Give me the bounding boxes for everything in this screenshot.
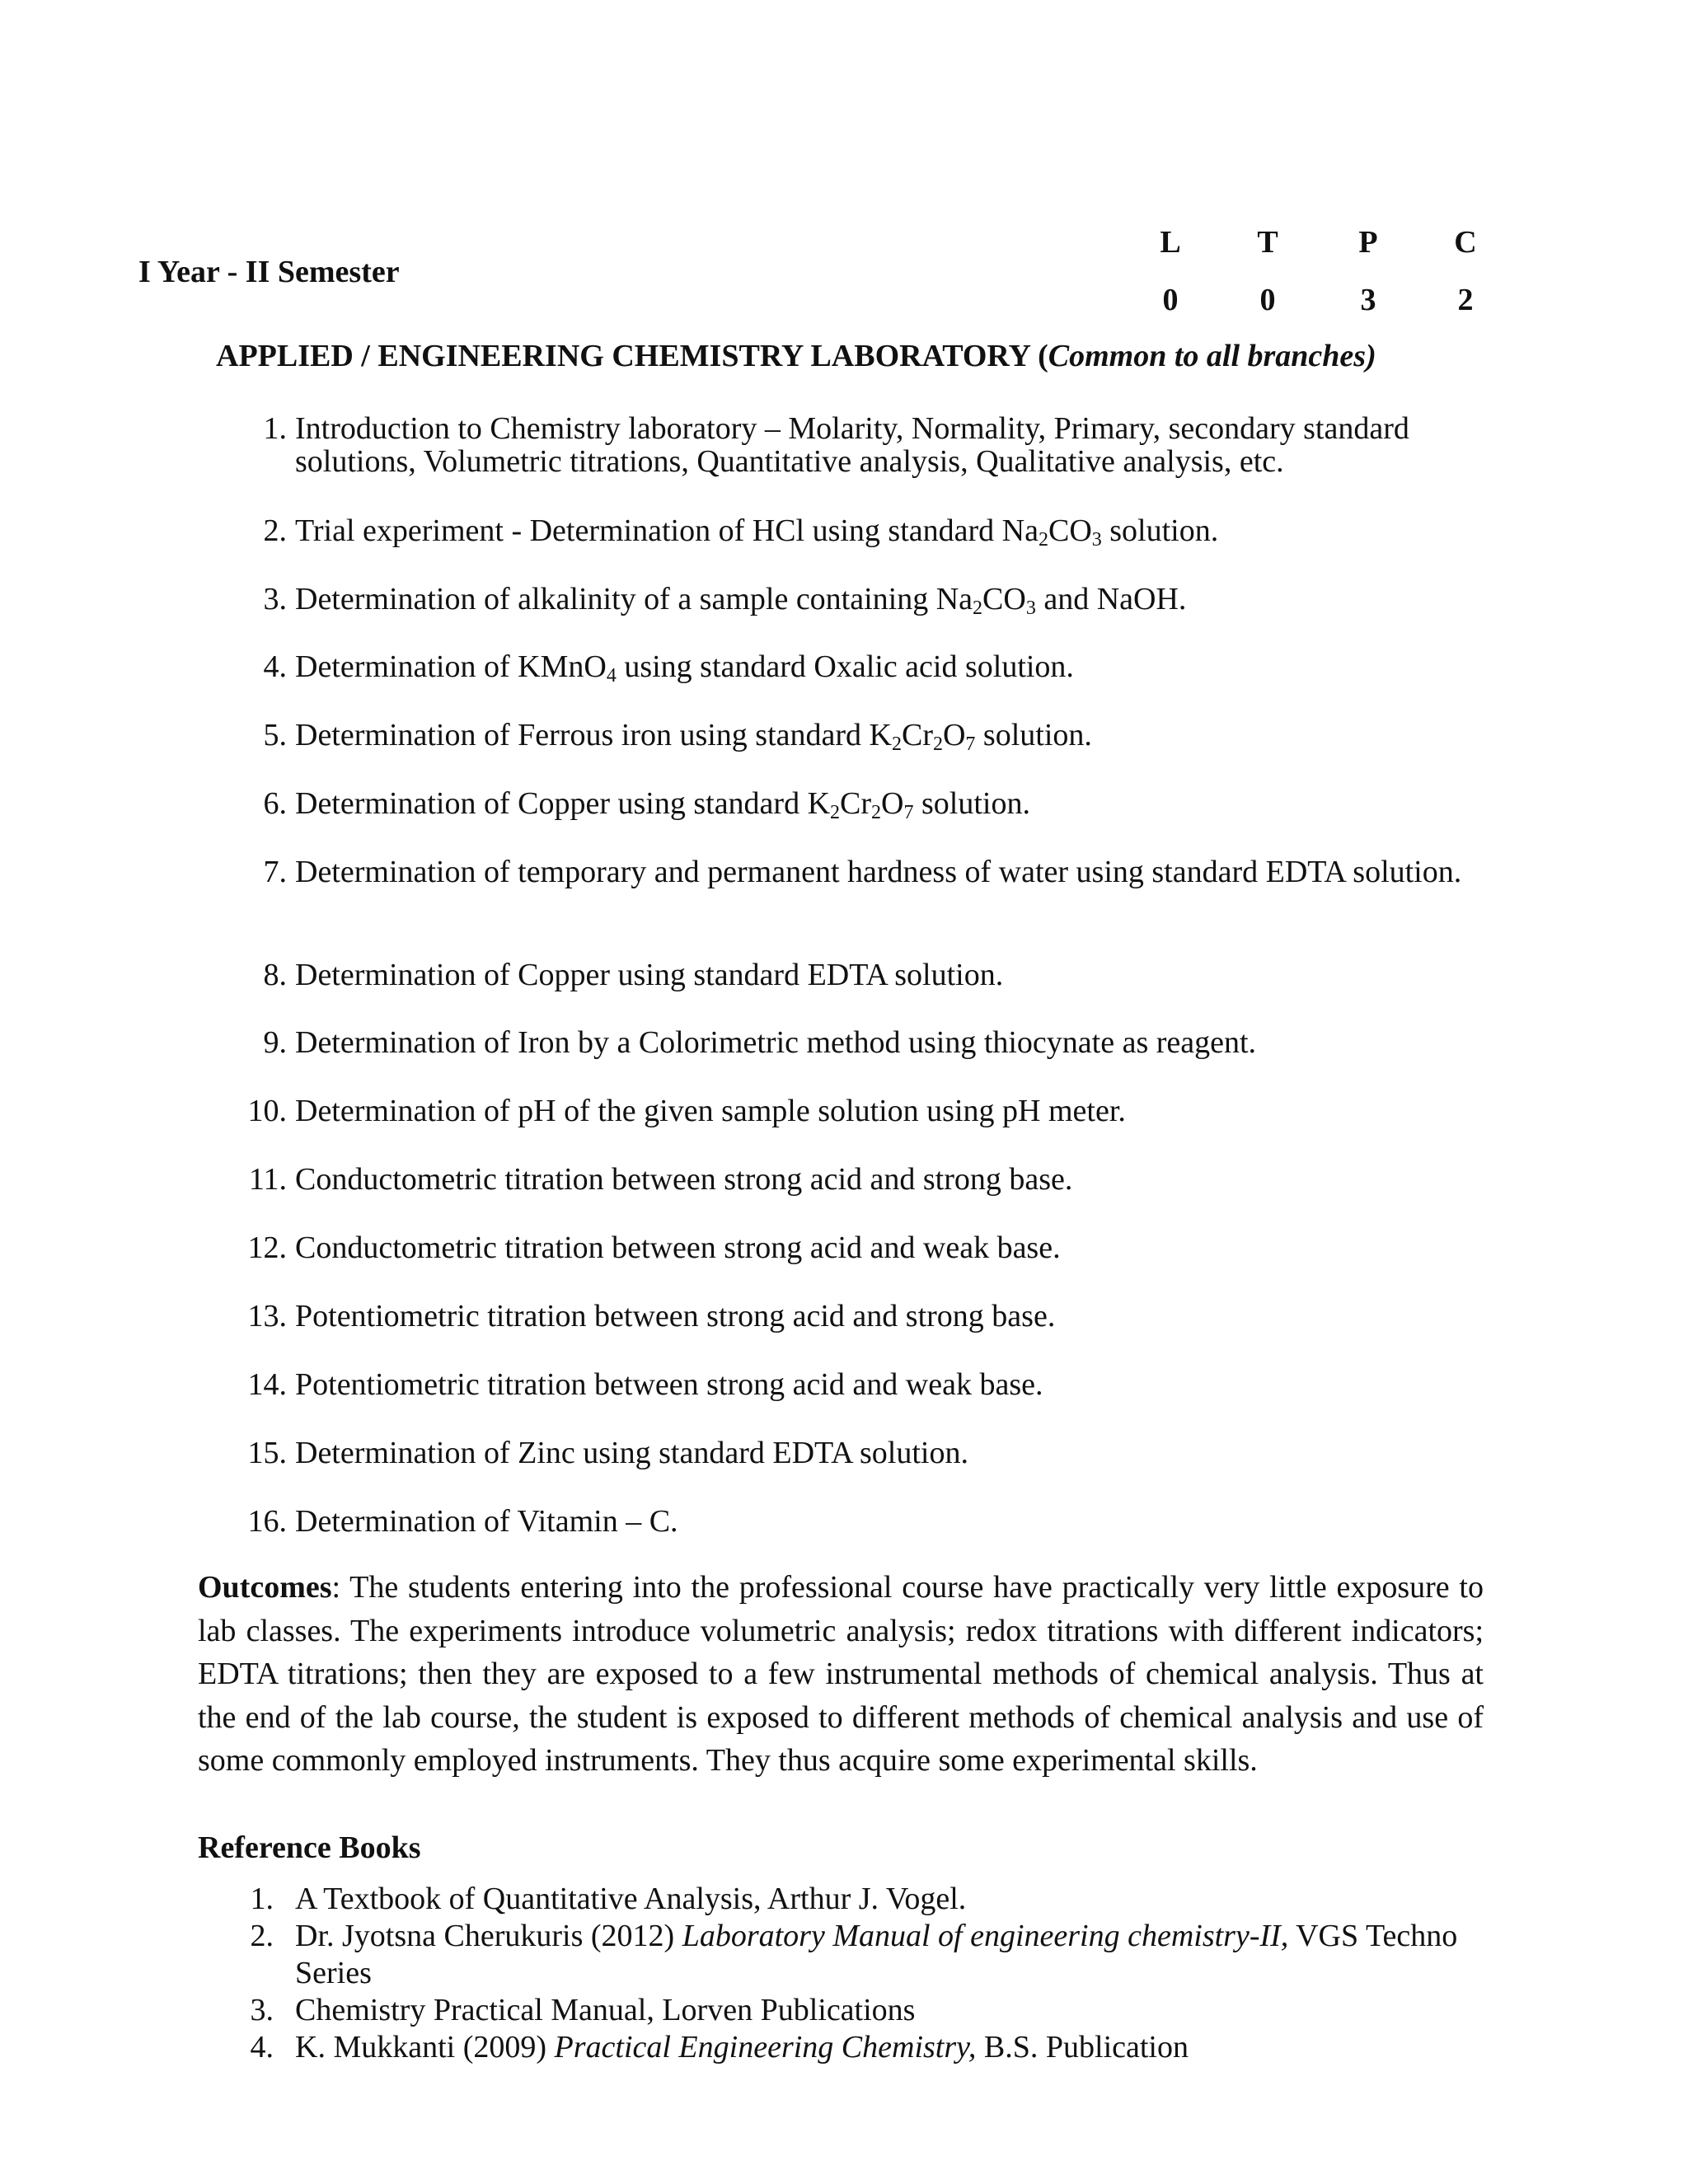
item-number: 14. xyxy=(247,1367,287,1402)
item-text: Determination of Vitamin – C. xyxy=(295,1504,678,1539)
item-number: 13. xyxy=(247,1299,287,1333)
item-number: 3. xyxy=(250,1993,274,2027)
text-part: CO xyxy=(1048,513,1092,548)
item-text: Potentiometric titration between strong acid and weak base. xyxy=(295,1367,1043,1402)
item-number: 12. xyxy=(247,1230,287,1265)
item-text xyxy=(295,1881,1482,1918)
item-text: Introduction to Chemistry laboratory – Molarity, Normality, Primary, secondary standard solutions, Volumetric titrations, Quantitative analysis, Qualitative analysis, etc. xyxy=(295,411,1409,479)
item-number: 9. xyxy=(263,1025,287,1060)
subscript: 2 xyxy=(830,802,841,823)
item-text xyxy=(295,649,1482,687)
item-text xyxy=(295,582,1482,619)
text-part: Trial experiment - Determination of HCl using standard Na xyxy=(295,513,1039,548)
subscript: 2 xyxy=(891,733,902,755)
ltpc-label-t: T xyxy=(1257,225,1278,260)
text-part: O xyxy=(942,718,966,752)
item-number: 6. xyxy=(263,786,287,821)
item-text: Conductometric titration between strong acid and strong base. xyxy=(295,1162,1073,1197)
ltpc-value-p: 3 xyxy=(1360,283,1376,317)
item-number: 2. xyxy=(263,513,287,548)
text-part: Determination of alkalinity of a sample containing Na xyxy=(295,582,973,616)
item-number: 3. xyxy=(263,582,287,616)
item-number: 11. xyxy=(248,1162,287,1197)
text-part: Determination of Copper using standard K xyxy=(295,786,831,821)
item-number: 1. xyxy=(263,411,287,446)
semester-label: I Year - II Semester xyxy=(138,255,400,289)
item-text xyxy=(295,1918,1482,1992)
reference-heading: Reference Books xyxy=(198,1830,421,1865)
item-text xyxy=(295,786,1482,823)
subscript: 2 xyxy=(973,598,983,619)
item-number: 15. xyxy=(247,1436,287,1470)
item-number: 5. xyxy=(263,718,287,752)
text-part: Dr. Jyotsna Cherukuris (2012) xyxy=(295,1919,682,1953)
ltpc-value-l: 0 xyxy=(1162,283,1179,317)
text-part: Cr xyxy=(901,718,933,752)
subscript: 2 xyxy=(871,802,882,823)
item-text: Potentiometric titration between strong acid and strong base. xyxy=(295,1299,1056,1333)
item-number: 2. xyxy=(250,1919,274,1953)
text-part: K. Mukkanti (2009) xyxy=(295,2030,555,2064)
item-number: 10. xyxy=(247,1094,287,1128)
ltpc-label-c: C xyxy=(1454,225,1477,260)
outcomes-text: : The students entering into the professional course have practically very little exposure to lab classes. The experiments introduce volumetric analysis; redox titrations with different indicators; EDTA titrations; then they are exposed to a few instrumental methods of chemical analysis. Thus at the end of the lab course, the student is exposed to different methods of chemical analysis and use of some commonly employed instruments. They thus acquire some experimental skills. xyxy=(198,1570,1484,1778)
text-part: Determination of KMnO xyxy=(295,649,607,684)
subscript: 3 xyxy=(1091,529,1102,551)
item-number: 7. xyxy=(263,855,287,889)
book-title: Laboratory Manual of engineering chemistry-II, xyxy=(682,1919,1289,1953)
ltpc-label-p: P xyxy=(1358,225,1378,260)
text-part: solution. xyxy=(913,786,1030,821)
book-title: Practical Engineering Chemistry, xyxy=(554,2030,977,2064)
item-number: 16. xyxy=(247,1504,287,1539)
subscript: 2 xyxy=(1038,529,1048,551)
text-part: Chemistry Practical Manual, Lorven Publications xyxy=(295,1993,916,2027)
subscript: 2 xyxy=(932,733,943,755)
outcomes-paragraph xyxy=(198,1566,1484,1783)
ltpc-value-c: 2 xyxy=(1457,283,1474,317)
ltpc-value-t: 0 xyxy=(1259,283,1276,317)
item-number: 8. xyxy=(263,958,287,992)
text-part: B.S. Publication xyxy=(976,2030,1189,2064)
item-text: Determination of Zinc using standard EDTA solution. xyxy=(295,1436,968,1470)
item-text: Determination of temporary and permanent hardness of water using standard EDTA solution. xyxy=(295,855,1462,889)
item-number: 4. xyxy=(250,2030,274,2064)
item-text: Determination of pH of the given sample solution using pH meter. xyxy=(295,1094,1126,1128)
text-part: VGS Techno Series xyxy=(295,1919,1458,1990)
text-part: A Textbook of Quantitative Analysis, Arthur J. Vogel. xyxy=(295,1882,967,1916)
item-text xyxy=(295,1992,1482,2029)
subscript: 7 xyxy=(965,733,976,755)
subscript: 7 xyxy=(903,802,914,823)
outcomes-label: Outcomes xyxy=(198,1570,332,1605)
course-title-subtitle: Common to all branches) xyxy=(1048,339,1376,373)
text-part: using standard Oxalic acid solution. xyxy=(616,649,1074,684)
text-part: O xyxy=(881,786,904,821)
item-text: Determination of Iron by a Colorimetric method using thiocynate as reagent. xyxy=(295,1025,1257,1060)
item-number: 4. xyxy=(263,649,287,684)
text-part: and NaOH. xyxy=(1035,582,1187,616)
subscript: 4 xyxy=(606,665,617,687)
item-text xyxy=(295,513,1482,551)
text-part: CO xyxy=(982,582,1026,616)
text-part: solution. xyxy=(975,718,1092,752)
item-text xyxy=(295,2029,1482,2066)
item-text xyxy=(295,718,1482,755)
subscript: 3 xyxy=(1025,598,1036,619)
item-number: 1. xyxy=(250,1882,274,1916)
text-part: Cr xyxy=(840,786,872,821)
ltpc-label-l: L xyxy=(1160,225,1181,260)
item-text: Conductometric titration between strong acid and weak base. xyxy=(295,1230,1061,1265)
item-text: Determination of Copper using standard EDTA solution. xyxy=(295,958,1004,992)
text-part: solution. xyxy=(1101,513,1219,548)
course-title-main: APPLIED / ENGINEERING CHEMISTRY LABORATORY ( xyxy=(216,339,1048,373)
text-part: Determination of Ferrous iron using standard K xyxy=(295,718,892,752)
